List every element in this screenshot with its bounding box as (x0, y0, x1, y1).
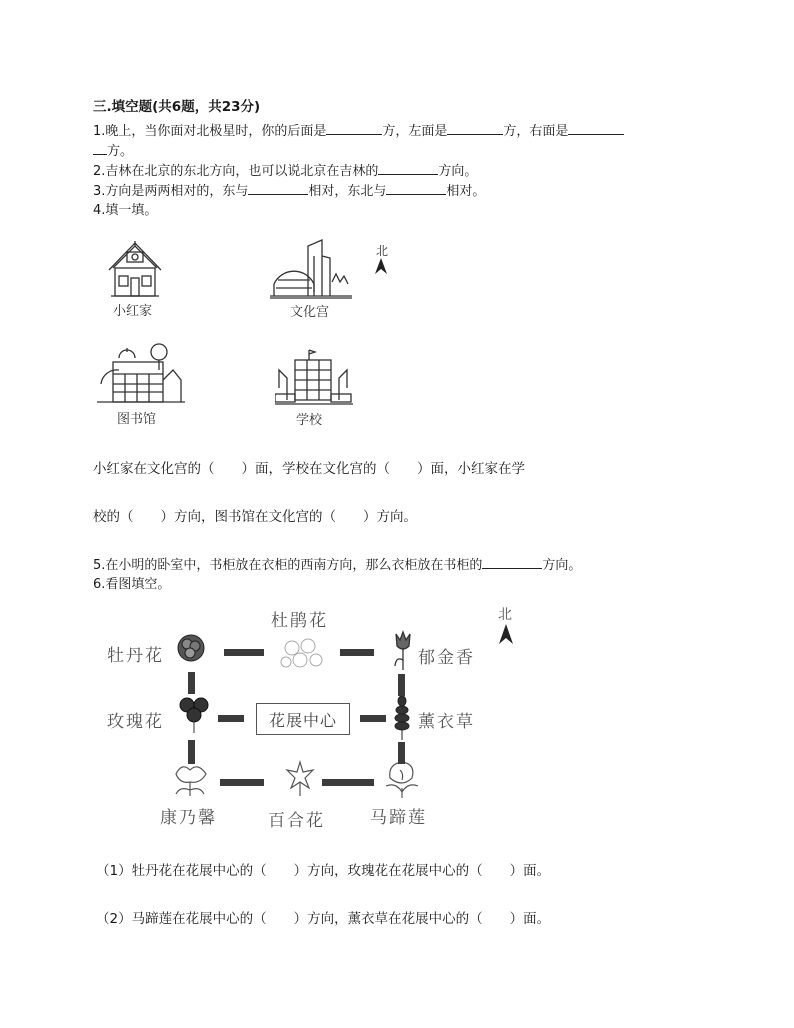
q1-blank-2[interactable] (447, 121, 503, 135)
calla-lily-icon (382, 758, 420, 800)
label-peony: 牡丹花 (107, 646, 164, 666)
label-tulip: 郁金香 (418, 648, 475, 668)
connector-bottom-left (220, 779, 264, 786)
caption-home: 小红家 (113, 304, 153, 319)
azalea-icon (278, 634, 324, 672)
q4-text-1: 小红家在文化宫的（ ）面，学校在文化宫的（ ）面，小红家在学 (93, 461, 525, 477)
label-waterlily: 马蹄莲 (370, 808, 427, 828)
connector-left-lower (188, 740, 195, 764)
caption-library: 图书馆 (117, 412, 157, 427)
q3-text-3: 相对。 (446, 184, 486, 199)
north-arrow-icon (374, 258, 388, 276)
question-3 (93, 181, 485, 201)
question-5 (93, 555, 581, 575)
q2-blank[interactable] (378, 161, 438, 175)
q3-text-2: 相对，东北与 (308, 184, 387, 199)
q5-text-2: 方向。 (542, 558, 582, 573)
caption-school: 学校 (296, 413, 323, 428)
question-4-label: 4.填一填。 (93, 203, 158, 218)
connector-center-left (218, 715, 244, 722)
q6-north-arrow-icon (498, 624, 514, 646)
q1-text-1: 1.晚上，当你面对北极星时，你的后面是 (93, 124, 327, 139)
label-lavender: 薰衣草 (418, 712, 475, 732)
q5-text-1: 5.在小明的卧室中，书柜放在衣柜的西南方向，那么衣柜放在书柜的 (93, 558, 483, 573)
flower-show-center: 花展中心 (256, 703, 350, 735)
section-title: 三.填空题(共6题，共23分) (93, 99, 261, 115)
connector-bottom-right (322, 779, 374, 786)
label-lily: 百合花 (268, 811, 325, 831)
q1-blank-1[interactable] (326, 121, 382, 135)
lavender-icon (392, 695, 412, 741)
q1-text-2: 方，左面是 (382, 124, 448, 139)
q3-blank-1[interactable] (248, 181, 308, 195)
library-icon (97, 340, 185, 406)
q2-text-2: 方向。 (438, 164, 478, 179)
q3-text-1: 3.方向是两两相对的，东与 (93, 184, 249, 199)
caption-palace: 文化宫 (290, 305, 330, 320)
q2-text-1: 2.吉林在北京的东北方向，也可以说北京在吉林的 (93, 164, 379, 179)
peony-icon (173, 630, 209, 668)
rose-icon (176, 693, 212, 735)
label-azalea: 杜鹃花 (271, 611, 328, 631)
house-icon (105, 238, 165, 300)
cultural-palace-icon (270, 236, 352, 300)
label-rose: 玫瑰花 (107, 712, 164, 732)
connector-left-upper (188, 672, 195, 694)
lily-icon (283, 758, 317, 798)
q5-blank[interactable] (482, 555, 542, 569)
connector-right-lower (398, 742, 405, 764)
school-icon (275, 348, 353, 408)
q6-sub-2: （2）马蹄莲在花展中心的（ ）方向，薰衣草在花展中心的（ ）面。 (96, 911, 551, 927)
q3-blank-2[interactable] (386, 181, 446, 195)
carnation-icon (170, 760, 212, 800)
connector-center-right (360, 715, 386, 722)
question-1 (93, 121, 624, 141)
q4-north-label: 北 (376, 244, 389, 258)
question-2 (93, 161, 477, 181)
q1-text-4: 方。 (107, 144, 134, 159)
q4-text-2: 校的（ ）方向，图书馆在文化宫的（ ）方向。 (93, 509, 417, 525)
q6-north-label: 北 (498, 607, 514, 623)
question-6-label: 6.看图填空。 (93, 577, 171, 592)
connector-top-right (340, 649, 374, 656)
question-1-cont (93, 141, 133, 161)
q1-blank-3[interactable] (568, 121, 624, 135)
q1-blank-3-cont[interactable] (93, 141, 107, 155)
connector-right-upper (398, 674, 405, 696)
connector-top-left (224, 649, 264, 656)
q1-text-3: 方，右面是 (503, 124, 569, 139)
q6-sub-1: （1）牡丹花在花展中心的（ ）方向，玫瑰花在花展中心的（ ）面。 (96, 863, 551, 879)
tulip-icon (392, 630, 414, 672)
label-carnation: 康乃馨 (160, 808, 217, 828)
